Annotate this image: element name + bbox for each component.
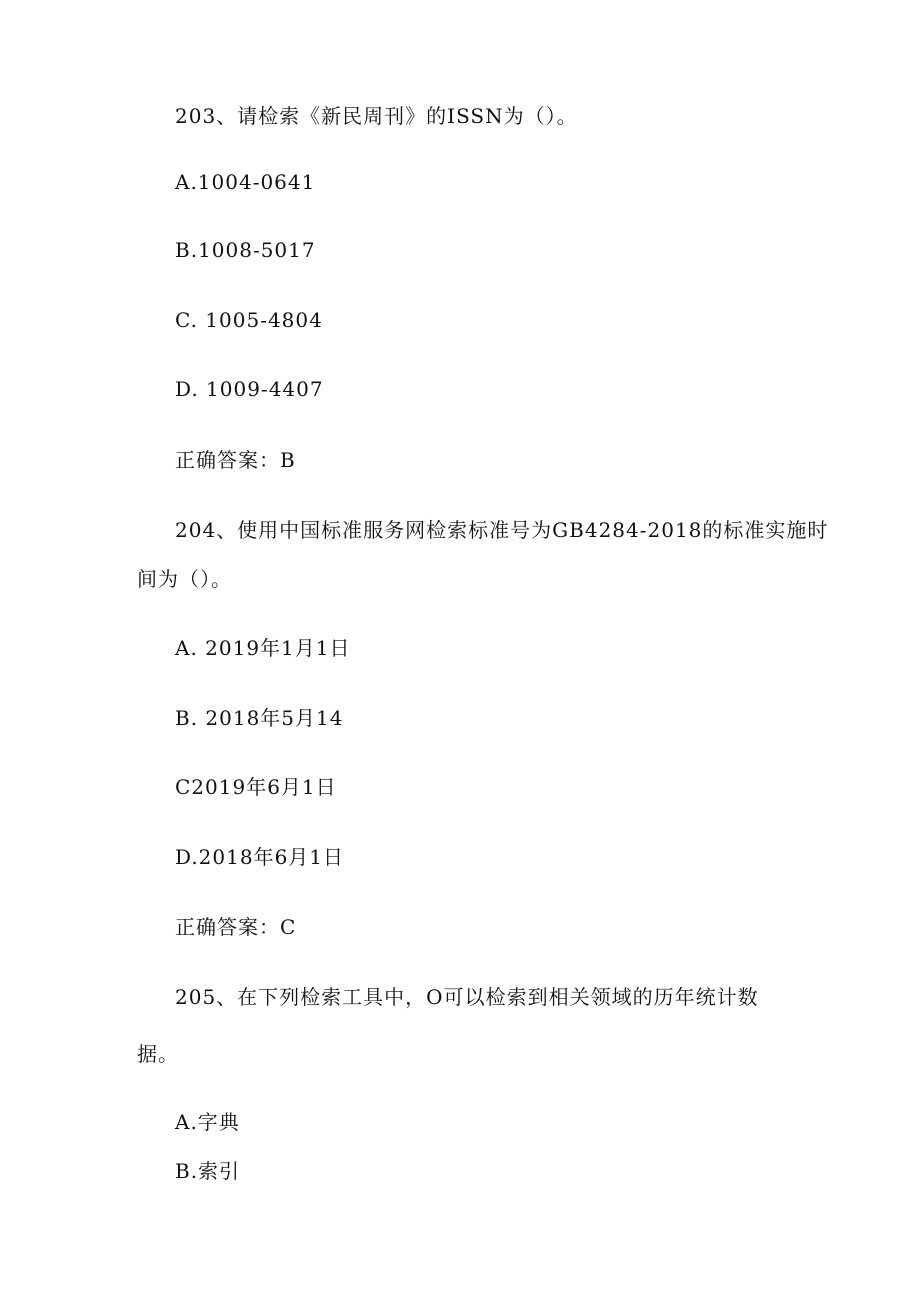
question-204-option-a: A. 2019年1月1日 — [175, 636, 351, 660]
question-204-option-d: D.2018年6月1日 — [175, 845, 345, 869]
question-205-stem-line-2: 据。 — [137, 1042, 179, 1066]
question-205-option-b: B.索引 — [175, 1159, 241, 1183]
question-204-answer: 正确答案：C — [175, 915, 297, 939]
question-203-option-d: D. 1009-4407 — [175, 377, 324, 401]
question-204-option-b: B. 2018年5月14 — [175, 706, 344, 730]
question-205-stem-line-1: 205、在下列检索工具中，O可以检索到相关领域的历年统计数 — [175, 985, 759, 1009]
question-204-stem-line-2: 间为（）。 — [137, 567, 232, 591]
question-203-option-c: C. 1005-4804 — [175, 308, 323, 332]
question-204-stem-line-1: 204、使用中国标准服务网检索标准号为GB4284-2018的标准实施时 — [175, 518, 829, 542]
question-204-option-c: C2019年6月1日 — [175, 775, 337, 799]
question-205-option-a: A.字典 — [175, 1110, 240, 1134]
question-203-option-b: B.1008-5017 — [175, 238, 316, 262]
question-203-answer: 正确答案：B — [175, 448, 296, 472]
question-203-stem: 203、请检索《新民周刊》的ISSN为（）。 — [175, 104, 578, 128]
question-203-option-a: A.1004-0641 — [175, 170, 316, 194]
